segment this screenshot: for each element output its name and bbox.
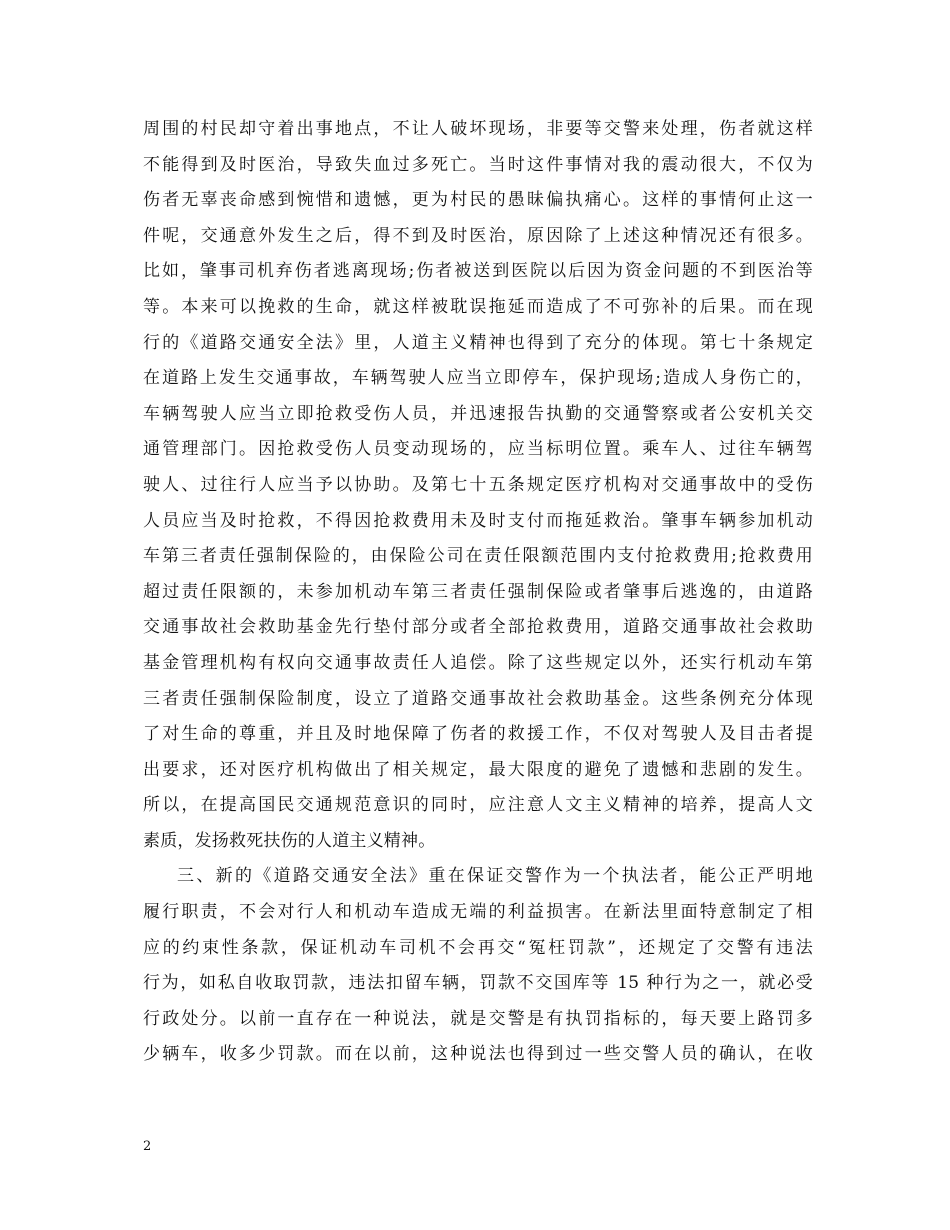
text-line: 素质，发扬救死扶伤的人道主义精神。 (143, 830, 436, 851)
text-line: 超过责任限额的，未参加机动车第三者责任强制保险或者肇事后逃逸的，由道路 (143, 581, 813, 602)
text-line: 驶人、过往行人应当予以协助。及第七十五条规定医疗机构对交通事故中的受伤 (143, 474, 813, 495)
text-line: 人员应当及时抢救，不得因抢救费用未及时支付而拖延救治。肇事车辆参加机动 (143, 510, 813, 531)
text-line: 所以，在提高国民交通规范意识的同时，应注意人文主义精神的培养，提高人文 (143, 795, 813, 816)
text-line: 不能得到及时医治，导致失血过多死亡。当时这件事情对我的震动很大，不仅为 (143, 154, 813, 175)
text-line: 出要求，还对医疗机构做出了相关规定，最大限度的避免了遗憾和悲剧的发生。 (143, 759, 813, 780)
text-line: 少辆车，收多少罚款。而在以前，这种说法也得到过一些交警人员的确认，在收 (143, 1044, 813, 1065)
text-line: 比如，肇事司机弃伤者逃离现场;伤者被送到医院以后因为资金问题的不到医治等 (143, 261, 813, 282)
text-line: 等。本来可以挽救的生命，就这样被耽误拖延而造成了不可弥补的后果。而在现 (143, 296, 813, 317)
text-line: 行政处分。以前一直存在一种说法，就是交警是有执罚指标的，每天要上路罚多 (143, 1008, 813, 1029)
text-line: 履行职责，不会对行人和机动车造成无端的利益损害。在新法里面特意制定了相 (143, 902, 813, 923)
text-line: 了对生命的尊重，并且及时地保障了伤者的救援工作，不仅对驾驶人及目击者提 (143, 724, 813, 745)
text-line: 行为，如私自收取罚款，违法扣留车辆，罚款不交国库等 15 种行为之一，就必受 (143, 973, 813, 994)
text-line: 交通事故社会救助基金先行垫付部分或者全部抢救费用，道路交通事故社会救助 (143, 617, 813, 638)
text-line: 车第三者责任强制保险的，由保险公司在责任限额范围内支付抢救费用;抢救费用 (143, 546, 813, 567)
text-line: 在道路上发生交通事故，车辆驾驶人应当立即停车，保护现场;造成人身伤亡的， (143, 368, 813, 389)
text-line: 周围的村民却守着出事地点，不让人破坏现场，非要等交警来处理，伤者就这样 (143, 119, 813, 139)
text-line: 通管理部门。因抢救受伤人员变动现场的，应当标明位置。乘车人、过往车辆驾 (143, 439, 813, 460)
body-text (143, 112, 813, 1073)
text-line: 车辆驾驶人应当立即抢救受伤人员，并迅速报告执勤的交通警察或者公安机关交 (143, 403, 813, 424)
page-number: 2 (143, 1139, 152, 1154)
text-line: 基金管理机构有权向交通事故责任人追偿。除了这些规定以外，还实行机动车第 (143, 652, 813, 673)
text-line: 伤者无辜丧命感到惋惜和遗憾，更为村民的愚昧偏执痛心。这样的事情何止这一 (143, 190, 813, 211)
text-line: 三者责任强制保险制度，设立了道路交通事故社会救助基金。这些条例充分体现 (143, 688, 813, 709)
text-line: 件呢，交通意外发生之后，得不到及时医治，原因除了上述这种情况还有很多。 (143, 225, 813, 246)
text-line: 三、新的《道路交通安全法》重在保证交警作为一个执法者，能公正严明地 (177, 866, 813, 887)
text-line: 应的约束性条款，保证机动车司机不会再交“冤枉罚款”，还规定了交警有违法 (143, 937, 813, 958)
text-line: 行的《道路交通安全法》里，人道主义精神也得到了充分的体现。第七十条规定 (143, 332, 813, 353)
